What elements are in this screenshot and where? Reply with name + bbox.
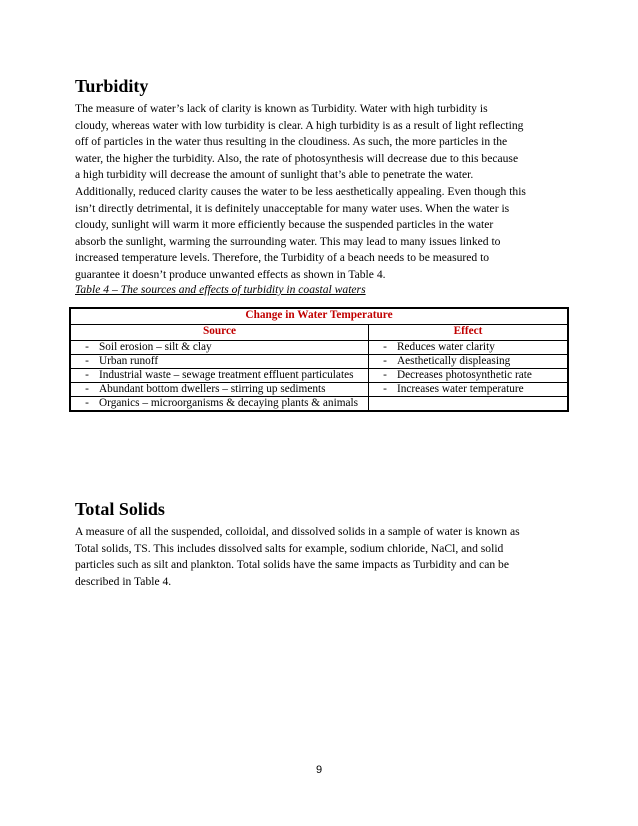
source-cell: Industrial waste – sewage treatment effluent particulates	[99, 369, 354, 381]
bullet-dash: -	[85, 355, 89, 367]
paragraph-line: guarantee it doesn’t produce unwanted effects as shown in Table 4.	[75, 267, 386, 281]
paragraph-line: absorb the sunlight, warming the surrounding water. This may lead to many issues linked to	[75, 234, 501, 248]
total-solids-paragraph	[75, 524, 575, 590]
effect-cell: Reduces water clarity	[397, 341, 495, 353]
column-header-effect: Effect	[369, 325, 569, 341]
turbidity-heading: Turbidity	[75, 76, 149, 96]
paragraph-line: off of particles in the water thus resulting in the cloudiness. As such, the more particles in the	[75, 135, 508, 149]
source-cell: Urban runoff	[99, 355, 159, 367]
turbidity-paragraph	[75, 101, 575, 284]
paragraph-line: described in Table 4.	[75, 574, 172, 588]
paragraph-line: a high turbidity will decrease the amount of sunlight that’s able to penetrate the water.	[75, 168, 474, 182]
paragraph-line: cloudy, sunlight will warm it more efficiently because the suspended particles in the water	[75, 218, 494, 232]
table-row	[70, 355, 568, 369]
bullet-dash: -	[85, 383, 89, 395]
column-header-source: Source	[70, 325, 369, 341]
bullet-dash: -	[383, 355, 387, 367]
table-row	[70, 341, 568, 355]
effect-cell: Aesthetically displeasing	[397, 355, 511, 367]
table-row	[70, 397, 568, 412]
effect-cell: Decreases photosynthetic rate	[397, 369, 532, 381]
paragraph-line: The measure of water’s lack of clarity is known as Turbidity. Water with high turbidity is	[75, 102, 488, 115]
paragraph-line: cloudy, whereas water with low turbidity is clear. A high turbidity is as a result of light reflecting	[75, 118, 524, 132]
source-cell: Abundant bottom dwellers – stirring up sediments	[99, 383, 326, 395]
bullet-dash: -	[383, 369, 387, 381]
paragraph-line: increased temperature levels. Therefore, the Turbidity of a beach needs to be measured to	[75, 251, 490, 265]
effect-cell-empty	[369, 397, 569, 412]
table-caption: Table 4 – The sources and effects of turbidity in coastal waters	[75, 283, 366, 296]
effect-cell: Increases water temperature	[397, 383, 524, 395]
table-row	[70, 369, 568, 383]
paragraph-line: Total solids, TS. This includes dissolved salts for example, sodium chloride, NaCl, and solid	[75, 541, 504, 555]
bullet-dash: -	[383, 341, 387, 353]
bullet-dash: -	[85, 397, 89, 409]
paragraph-line: water, the higher the turbidity. Also, the rate of photosynthesis will decrease due to this because	[75, 151, 519, 165]
total-solids-heading: Total Solids	[75, 499, 165, 519]
source-cell: Organics – microorganisms & decaying plants & animals	[99, 397, 359, 409]
paragraph-line: particles such as silt and plankton. Total solids have the same impacts as Turbidity and can be	[75, 558, 509, 572]
bullet-dash: -	[85, 341, 89, 353]
source-cell: Soil erosion – silt & clay	[99, 341, 212, 353]
table-row	[70, 383, 568, 397]
bullet-dash: -	[85, 369, 89, 381]
page-number: 9	[315, 764, 323, 776]
table-title: Change in Water Temperature	[70, 308, 568, 325]
paragraph-line: isn’t directly detrimental, it is definitely unacceptable for many water uses. When the water is	[75, 201, 510, 215]
turbidity-table	[69, 307, 569, 412]
paragraph-line: Additionally, reduced clarity causes the water to be less aesthetically appealing. Even though this	[75, 184, 526, 198]
bullet-dash: -	[383, 383, 387, 395]
paragraph-line: A measure of all the suspended, colloidal, and dissolved solids in a sample of water is known as	[75, 525, 520, 538]
